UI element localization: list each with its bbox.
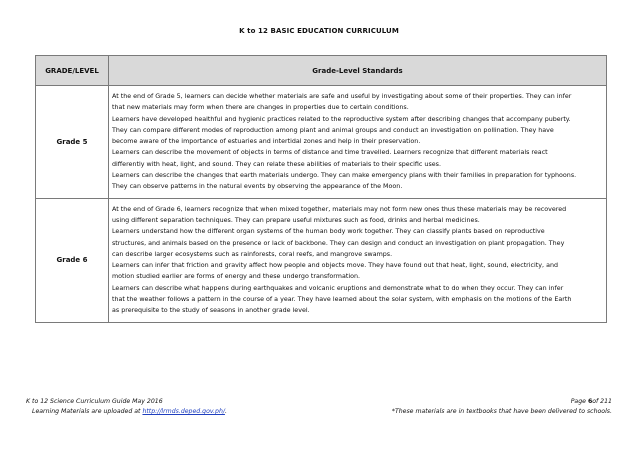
standard-line: using different separation techniques. They can prepare useful mixtures such as food, drinks and herbal medicines. [112, 216, 480, 224]
standard-line: At the end of Grade 6, learners recognize that when mixed together, materials may not form new ones thus these materials may be recovered [112, 205, 567, 213]
standard-line: Learners can describe what happens during earthquakes and volcanic eruptions and demonstrate what to do when they occur. They can infer [112, 284, 564, 292]
page-prefix: Page [570, 398, 588, 405]
grade-6-cell: Grade 6 [36, 198, 109, 322]
standard-line: differently with heat, light, and sound. They can relate these abilities of materials to their specific uses. [112, 160, 441, 168]
standard-line: motion studied earlier are forms of energy and these undergo transformation. [112, 273, 361, 281]
standard-line: Learners can describe the changes that earth materials undergo. They can make emergency plans with their families in preparation for typhoons. [112, 172, 577, 180]
footer-upload-suffix: . [224, 408, 227, 415]
grade-5-cell: Grade 5 [36, 86, 109, 199]
grade-5-standards [109, 86, 607, 199]
standard-line: They can compare different modes of reproduction among plant and animal groups and conduct an investigation on pollination. They have [112, 126, 554, 134]
column-header-standards: Grade-Level Standards [109, 56, 607, 86]
curriculum-table [35, 55, 607, 323]
footer-upload-prefix: Learning Materials are uploaded at [32, 408, 143, 415]
table-row [36, 198, 607, 322]
footer-guide-title: K to 12 Science Curriculum Guide May 2016 [26, 398, 163, 405]
footer-upload-note [26, 407, 227, 417]
page-suffix: of 211 [592, 398, 612, 405]
standard-line: can describe larger ecosystems such as rainforests, coral reefs, and mangrove swamps. [112, 250, 393, 258]
table-header-row [36, 56, 607, 86]
lrmds-link[interactable]: http://lrmds.deped.gov.ph/ [142, 408, 225, 415]
page-number-line [392, 397, 612, 407]
grade-6-standards [109, 198, 607, 322]
standard-line: They can observe patterns in the natural events by observing the appearance of the Moon. [112, 183, 403, 191]
standard-line: as prerequisite to the study of seasons in another grade level. [112, 307, 310, 315]
standard-line: that new materials may form when there are changes in properties due to certain conditions. [112, 104, 409, 112]
footer-textbook-note: *These materials are in textbooks that have been delivered to schools. [391, 408, 612, 415]
page-number: 6 [587, 398, 593, 405]
page-title: K to 12 BASIC EDUCATION CURRICULUM [239, 27, 399, 35]
standard-line: At the end of Grade 5, learners can decide whether materials are safe and useful by investigating about some of their properties. They can infer [112, 93, 572, 100]
standard-line: structures, and animals based on the presence or lack of backbone. They can design and conduct an investigation on plant propagation. They [112, 239, 565, 247]
standard-line: Learners can describe the movement of objects in terms of distance and time travelled. Learners recognize that different materials react [112, 149, 548, 157]
standard-line: Learners can infer that friction and gravity affect how people and objects move. They have found out that heat, light, sound, electricity, and [112, 262, 559, 270]
standard-line: Learners understand how the different organ systems of the human body work together. They can classify plants based on reproductive [112, 228, 545, 236]
table-row [36, 86, 607, 199]
standard-line: Learners have developed healthful and hygienic practices related to the reproductive system after describing changes that accompany puberty. [112, 115, 571, 123]
standard-line: become aware of the importance of estuaries and intertidal zones and help in their preservation. [112, 138, 421, 146]
column-header-grade-level: GRADE/LEVEL [36, 56, 109, 86]
footer-right [392, 397, 612, 417]
standard-line: that the weather follows a pattern in the course of a year. They have learned about the solar system, with emphasis on the motions of the Earth [112, 296, 572, 304]
footer-left [26, 397, 227, 417]
